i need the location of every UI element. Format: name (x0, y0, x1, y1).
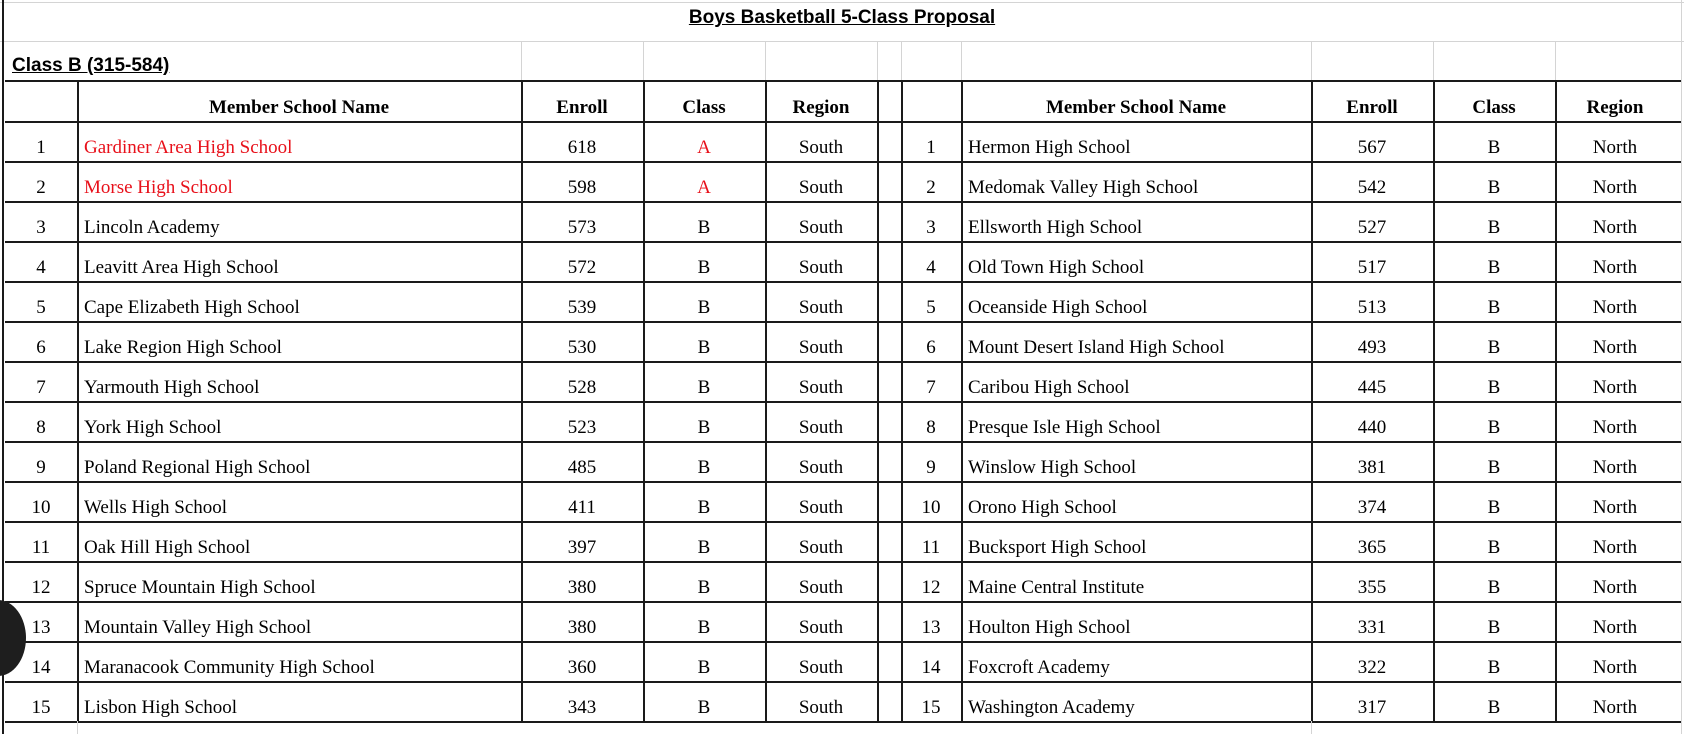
row-number-cell[interactable]: 3 (36, 217, 46, 238)
school-name-cell[interactable]: Oceanside High School (968, 297, 1148, 318)
row-number-cell[interactable]: 12 (31, 577, 51, 598)
school-name-cell[interactable]: Orono High School (968, 497, 1117, 518)
column-header-enroll[interactable]: Enroll (556, 97, 608, 118)
column-border (521, 41, 522, 81)
enroll-cell[interactable]: 445 (1357, 377, 1387, 398)
column-header-school-name[interactable]: Member School Name (208, 97, 390, 118)
class-cell[interactable]: B (697, 577, 711, 598)
class-cell[interactable]: B (697, 657, 711, 678)
school-name-cell[interactable]: Gardiner Area High School (84, 137, 293, 158)
row-number-cell[interactable]: 8 (36, 417, 46, 438)
region-cell[interactable]: South (798, 137, 844, 158)
enroll-cell[interactable]: 528 (567, 377, 597, 398)
region-cell[interactable]: South (798, 297, 844, 318)
enroll-cell[interactable]: 380 (567, 577, 597, 598)
row-number-cell[interactable]: 3 (926, 217, 936, 238)
enroll-cell[interactable]: 598 (567, 177, 597, 198)
region-cell[interactable]: South (798, 617, 844, 638)
school-name-cell[interactable]: Oak Hill High School (84, 537, 251, 558)
class-cell[interactable]: B (1487, 657, 1501, 678)
school-name-cell[interactable]: Foxcroft Academy (968, 657, 1110, 678)
row-number-cell[interactable]: 2 (926, 177, 936, 198)
row-number-cell[interactable]: 10 (921, 497, 941, 518)
class-cell[interactable]: B (697, 617, 711, 638)
class-cell[interactable]: B (1487, 137, 1501, 158)
region-cell[interactable]: North (1592, 497, 1638, 518)
row-number-cell[interactable]: 4 (926, 257, 936, 278)
school-name-cell[interactable]: Mount Desert Island High School (968, 337, 1225, 358)
page-title: Boys Basketball 5-Class Proposal (688, 7, 996, 28)
row-number-cell[interactable]: 15 (31, 697, 51, 718)
enroll-cell[interactable]: 380 (567, 617, 597, 638)
region-cell[interactable]: South (798, 257, 844, 278)
region-cell[interactable]: North (1592, 697, 1638, 718)
enroll-cell[interactable]: 322 (1357, 657, 1387, 678)
region-cell[interactable]: North (1592, 537, 1638, 558)
enroll-cell[interactable]: 493 (1357, 337, 1387, 358)
class-cell[interactable]: B (1487, 537, 1501, 558)
enroll-cell[interactable]: 381 (1357, 457, 1387, 478)
class-cell[interactable]: A (697, 137, 711, 158)
class-cell[interactable]: B (1487, 577, 1501, 598)
school-name-cell[interactable]: Hermon High School (968, 137, 1131, 158)
enroll-cell[interactable]: 539 (567, 297, 597, 318)
enroll-cell[interactable]: 355 (1357, 577, 1387, 598)
school-name-cell[interactable]: Spruce Mountain High School (84, 577, 316, 598)
row-number-cell[interactable]: 8 (926, 417, 936, 438)
class-cell[interactable]: B (697, 217, 711, 238)
column-border (77, 721, 78, 734)
school-name-cell[interactable]: Washington Academy (968, 697, 1135, 718)
row-number-cell[interactable]: 13 (31, 617, 51, 638)
region-cell[interactable]: South (798, 377, 844, 398)
class-cell[interactable]: B (697, 297, 711, 318)
enroll-cell[interactable]: 343 (567, 697, 597, 718)
class-cell[interactable]: B (697, 537, 711, 558)
row-number-cell[interactable]: 1 (36, 137, 46, 158)
class-cell[interactable]: B (1487, 417, 1501, 438)
region-cell[interactable]: South (798, 337, 844, 358)
row-border (5, 521, 1681, 523)
column-border (643, 41, 644, 81)
column-border (1681, 0, 1682, 734)
row-number-cell[interactable]: 14 (31, 657, 51, 678)
enroll-cell[interactable]: 411 (568, 497, 596, 518)
class-cell[interactable]: B (697, 697, 711, 718)
enroll-cell[interactable]: 440 (1357, 417, 1387, 438)
row-border (5, 201, 1681, 203)
column-border (961, 80, 963, 721)
row-border (5, 601, 1681, 603)
enroll-cell[interactable]: 618 (567, 137, 597, 158)
region-cell[interactable]: North (1592, 137, 1638, 158)
school-name-cell[interactable]: Morse High School (84, 177, 233, 198)
row-number-cell[interactable]: 2 (36, 177, 46, 198)
school-name-cell[interactable]: Medomak Valley High School (968, 177, 1199, 198)
class-cell[interactable]: B (1487, 497, 1501, 518)
school-name-cell[interactable]: Maranacook Community High School (84, 657, 375, 678)
class-cell[interactable]: B (697, 337, 711, 358)
column-border (901, 41, 902, 81)
enroll-cell[interactable]: 517 (1357, 257, 1387, 278)
region-cell[interactable]: North (1592, 417, 1638, 438)
school-name-cell[interactable]: Mountain Valley High School (84, 617, 312, 638)
class-cell[interactable]: B (1487, 697, 1501, 718)
school-name-cell[interactable]: Lake Region High School (84, 337, 282, 358)
row-number-cell[interactable]: 1 (926, 137, 936, 158)
region-cell[interactable]: North (1592, 377, 1638, 398)
row-number-cell[interactable]: 6 (926, 337, 936, 358)
column-border (877, 80, 879, 721)
row-number-cell[interactable]: 12 (921, 577, 941, 598)
class-cell[interactable]: B (1487, 377, 1501, 398)
enroll-cell[interactable]: 542 (1357, 177, 1387, 198)
region-cell[interactable]: South (798, 657, 844, 678)
school-name-cell[interactable]: Poland Regional High School (84, 457, 311, 478)
row-border (5, 321, 1681, 323)
row-number-cell[interactable]: 6 (36, 337, 46, 358)
enroll-cell[interactable]: 485 (567, 457, 597, 478)
school-name-cell[interactable]: Lisbon High School (84, 697, 238, 718)
row-number-cell[interactable]: 9 (926, 457, 936, 478)
class-section-label: Class B (315-584) (12, 55, 170, 76)
row-border (5, 241, 1681, 243)
region-cell[interactable]: North (1592, 657, 1638, 678)
enroll-cell[interactable]: 527 (1357, 217, 1387, 238)
row-number-cell[interactable]: 7 (926, 377, 936, 398)
class-cell[interactable]: B (697, 417, 711, 438)
row-border (5, 641, 1681, 643)
region-cell[interactable]: North (1592, 177, 1638, 198)
row-border (0, 41, 1684, 42)
school-name-cell[interactable]: Bucksport High School (968, 537, 1147, 558)
row-border (5, 281, 1681, 283)
class-cell[interactable]: B (697, 257, 711, 278)
row-border (5, 121, 1681, 123)
class-cell[interactable]: B (1487, 297, 1501, 318)
enroll-cell[interactable]: 530 (567, 337, 597, 358)
school-name-cell[interactable]: Presque Isle High School (968, 417, 1161, 438)
row-number-cell[interactable]: 5 (926, 297, 936, 318)
enroll-cell[interactable]: 397 (567, 537, 597, 558)
column-border (77, 80, 79, 721)
row-number-cell[interactable]: 4 (36, 257, 46, 278)
region-cell[interactable]: South (798, 577, 844, 598)
enroll-cell[interactable]: 360 (567, 657, 597, 678)
enroll-cell[interactable]: 573 (567, 217, 597, 238)
row-number-cell[interactable]: 11 (921, 537, 941, 558)
region-cell[interactable]: South (798, 457, 844, 478)
class-cell[interactable]: B (1487, 617, 1501, 638)
school-name-cell[interactable]: Yarmouth High School (84, 377, 260, 398)
column-border (961, 41, 962, 81)
class-cell[interactable]: B (697, 497, 711, 518)
school-name-cell[interactable]: Ellsworth High School (968, 217, 1143, 238)
region-cell[interactable]: South (798, 697, 844, 718)
row-number-cell[interactable]: 11 (31, 537, 51, 558)
enroll-cell[interactable]: 523 (567, 417, 597, 438)
column-header-region[interactable]: Region (1586, 97, 1644, 118)
region-cell[interactable]: North (1592, 337, 1638, 358)
row-border (5, 401, 1681, 403)
region-cell[interactable]: South (798, 537, 844, 558)
region-cell[interactable]: North (1592, 217, 1638, 238)
school-name-cell[interactable]: Old Town High School (968, 257, 1145, 278)
row-border (5, 681, 1681, 683)
row-border (5, 161, 1681, 163)
class-cell[interactable]: B (1487, 177, 1501, 198)
column-header-region[interactable]: Region (792, 97, 850, 118)
column-header-school-name[interactable]: Member School Name (1045, 97, 1227, 118)
enroll-cell[interactable]: 374 (1357, 497, 1387, 518)
column-border (877, 41, 878, 81)
school-name-cell[interactable]: Lincoln Academy (84, 217, 220, 238)
row-border (5, 80, 1681, 82)
enroll-cell[interactable]: 365 (1357, 537, 1387, 558)
column-border (1311, 41, 1312, 81)
row-number-cell[interactable]: 13 (921, 617, 941, 638)
row-number-cell[interactable]: 10 (31, 497, 51, 518)
region-cell[interactable]: North (1592, 297, 1638, 318)
region-cell[interactable]: South (798, 177, 844, 198)
class-cell[interactable]: A (697, 177, 711, 198)
region-cell[interactable]: South (798, 417, 844, 438)
column-border (1433, 41, 1434, 81)
column-header-class[interactable]: Class (682, 97, 726, 118)
region-cell[interactable]: North (1592, 457, 1638, 478)
class-cell[interactable]: B (1487, 337, 1501, 358)
class-cell[interactable]: B (697, 377, 711, 398)
region-cell[interactable]: South (798, 497, 844, 518)
class-cell[interactable]: B (1487, 217, 1501, 238)
school-name-cell[interactable]: Winslow High School (968, 457, 1137, 478)
row-number-cell[interactable]: 14 (921, 657, 941, 678)
row-border (5, 361, 1681, 363)
row-border (5, 721, 1681, 723)
column-header-enroll[interactable]: Enroll (1346, 97, 1398, 118)
row-number-cell[interactable]: 5 (36, 297, 46, 318)
school-name-cell[interactable]: York High School (84, 417, 222, 438)
class-cell[interactable]: B (1487, 257, 1501, 278)
school-name-cell[interactable]: Wells High School (84, 497, 228, 518)
row-number-cell[interactable]: 7 (36, 377, 46, 398)
school-name-cell[interactable]: Caribou High School (968, 377, 1130, 398)
row-border (0, 2, 1684, 3)
column-header-class[interactable]: Class (1472, 97, 1516, 118)
column-border (1555, 41, 1556, 81)
enroll-cell[interactable]: 567 (1357, 137, 1387, 158)
row-number-cell[interactable]: 15 (921, 697, 941, 718)
school-name-cell[interactable]: Cape Elizabeth High School (84, 297, 300, 318)
enroll-cell[interactable]: 572 (567, 257, 597, 278)
enroll-cell[interactable]: 331 (1357, 617, 1387, 638)
region-cell[interactable]: North (1592, 257, 1638, 278)
school-name-cell[interactable]: Maine Central Institute (968, 577, 1145, 598)
row-border (5, 441, 1681, 443)
school-name-cell[interactable]: Leavitt Area High School (84, 257, 279, 278)
school-name-cell[interactable]: Houlton High School (968, 617, 1131, 638)
region-cell[interactable]: North (1592, 577, 1638, 598)
enroll-cell[interactable]: 317 (1357, 697, 1387, 718)
class-cell[interactable]: B (697, 457, 711, 478)
row-number-cell[interactable]: 9 (36, 457, 46, 478)
row-border (5, 561, 1681, 563)
column-border (1311, 721, 1312, 734)
region-cell[interactable]: North (1592, 617, 1638, 638)
column-border (765, 41, 766, 81)
class-cell[interactable]: B (1487, 457, 1501, 478)
region-cell[interactable]: South (798, 217, 844, 238)
enroll-cell[interactable]: 513 (1357, 297, 1387, 318)
row-border (5, 481, 1681, 483)
